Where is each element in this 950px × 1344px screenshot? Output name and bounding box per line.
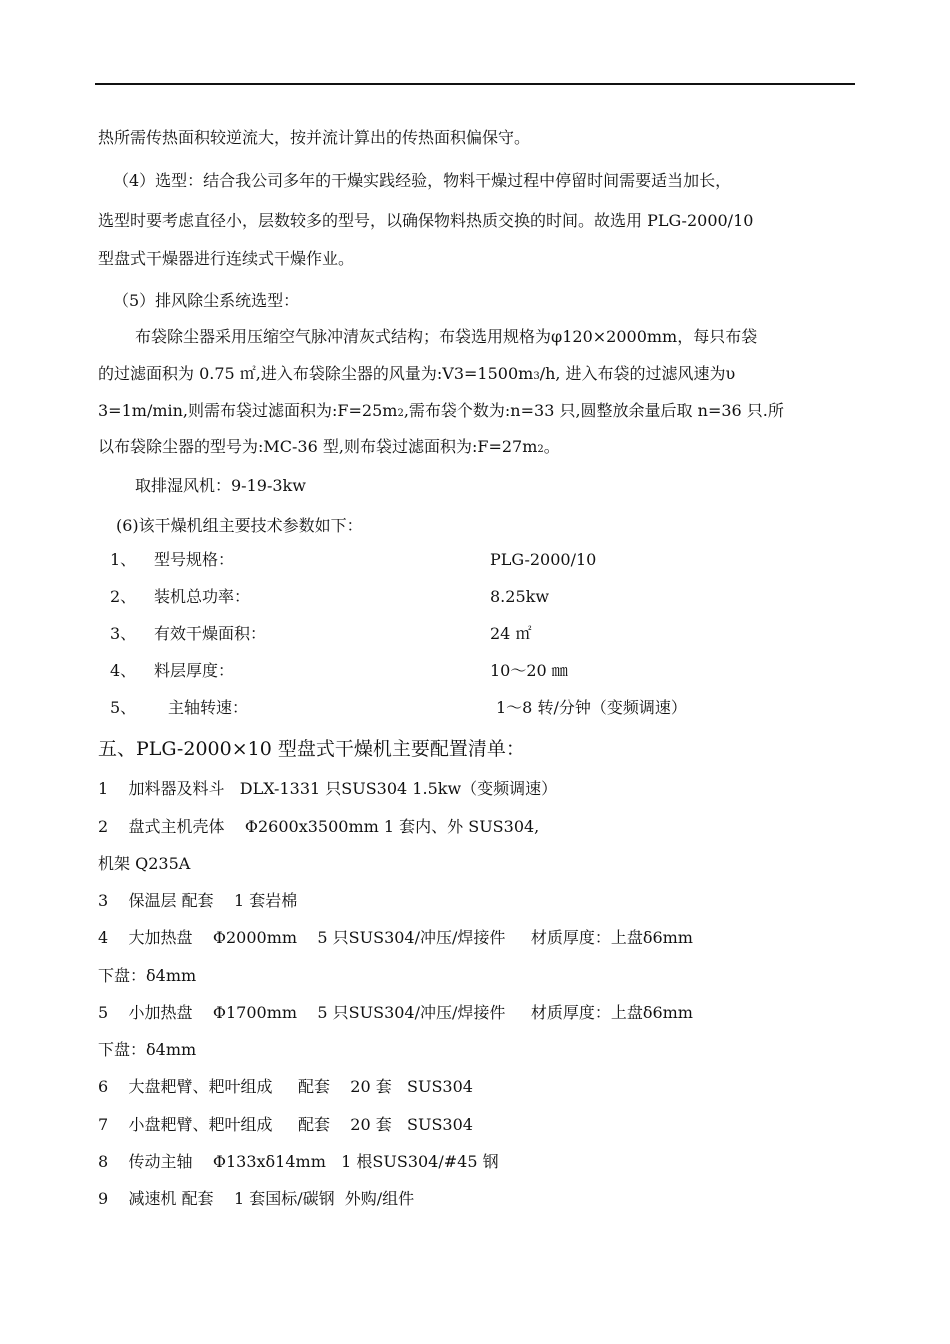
unit-sub: 2 [537,444,544,455]
text-span: 以布袋除尘器的型号为:MC-36 型,则布袋过滤面积为:F=27m [98,437,538,456]
text-line [98,437,560,460]
text-span: ,需布袋个数为:n=33 只,圆整放余量后取 n=36 只.所 [403,401,784,420]
text-line: （4）选型：结合我公司多年的干燥实践经验，物料干燥过程中停留时间需要适当加长， [113,171,732,190]
param-num: 2、 [110,587,137,606]
unit-sub: 2 [397,408,404,419]
section-title: 五、PLG-2000×10 型盘式干燥机主要配置清单： [98,738,525,760]
config-row: 5 小加热盘 Φ1700mm 5 只SUS304/冲压/焊接件 材质厚度：上盘δ6mm [98,1003,693,1022]
config-row: 4 大加热盘 Φ2000mm 5 只SUS304/冲压/焊接件 材质厚度：上盘δ6mm [98,928,693,947]
config-row: 6 大盘耙臂、耙叶组成 配套 20 套 SUS304 [98,1077,473,1096]
param-row [110,624,810,644]
text-line: (6)该干燥机组主要技术参数如下： [116,516,363,535]
config-row: 8 传动主轴 Φ133xδ14mm 1 根SUS304/#45 钢 [98,1152,499,1171]
param-num: 1、 [110,550,137,569]
param-row [110,550,810,570]
param-label: 有效干燥面积： [154,624,267,643]
text-line: 选型时要考虑直径小，层数较多的型号，以确保物料热质交换的时间。故选用 PLG-2000/10 [98,211,754,230]
config-row: 机架 Q235A [98,854,191,873]
config-row: 1 加料器及料斗 DLX-1331 只SUS304 1.5kw（变频调速） [98,779,558,798]
param-value: 8.25kw [490,587,550,606]
config-row: 7 小盘耙臂、耙叶组成 配套 20 套 SUS304 [98,1115,473,1134]
param-value: 24 ㎡ [490,624,532,643]
text-line [98,364,735,387]
param-row [110,661,810,681]
config-row: 2 盘式主机壳体 Φ2600x3500mm 1 套内、外 SUS304, [98,817,540,836]
config-row: 下盘：δ4mm [98,966,197,985]
param-label: 装机总功率： [154,587,251,606]
text-line: （5）排风除尘系统选型： [113,291,300,310]
config-row: 下盘：δ4mm [98,1040,197,1059]
param-label: 主轴转速： [168,698,249,717]
text-line: 型盘式干燥器进行连续式干燥作业。 [98,249,355,268]
text-line: 热所需传热面积较逆流大，按并流计算出的传热面积偏保守。 [98,128,531,147]
param-row [110,698,810,718]
param-value: 10～20 ㎜ [490,661,568,680]
text-span: 。 [543,437,560,456]
param-num: 4、 [110,661,137,680]
param-value: PLG-2000/10 [490,550,597,569]
param-label: 型号规格： [154,550,235,569]
param-num: 5、 [110,698,137,717]
text-line: 布袋除尘器采用压缩空气脉冲清灰式结构；布袋选用规格为φ120×2000mm，每只布袋 [135,327,758,346]
text-span: 的过滤面积为 0.75 ㎡,进入布袋除尘器的风量为:V3=1500m [98,364,534,383]
text-span: 3=1m/min,则需布袋过滤面积为:F=25m [98,401,398,420]
header-rule [95,83,855,85]
text-span: /h, 进入布袋的过滤风速为υ [539,364,736,383]
param-num: 3、 [110,624,137,643]
param-value: 1～8 转/分钟（变频调速） [496,698,687,717]
text-line: 取排湿风机：9-19-3kw [135,476,306,495]
param-label: 料层厚度： [154,661,235,680]
config-row: 3 保温层 配套 1 套岩棉 [98,891,298,910]
text-line [98,401,784,424]
unit-sub: 3 [533,371,540,382]
config-row: 9 减速机 配套 1 套国标/碳钢 外购/组件 [98,1189,415,1208]
param-row [110,587,810,607]
